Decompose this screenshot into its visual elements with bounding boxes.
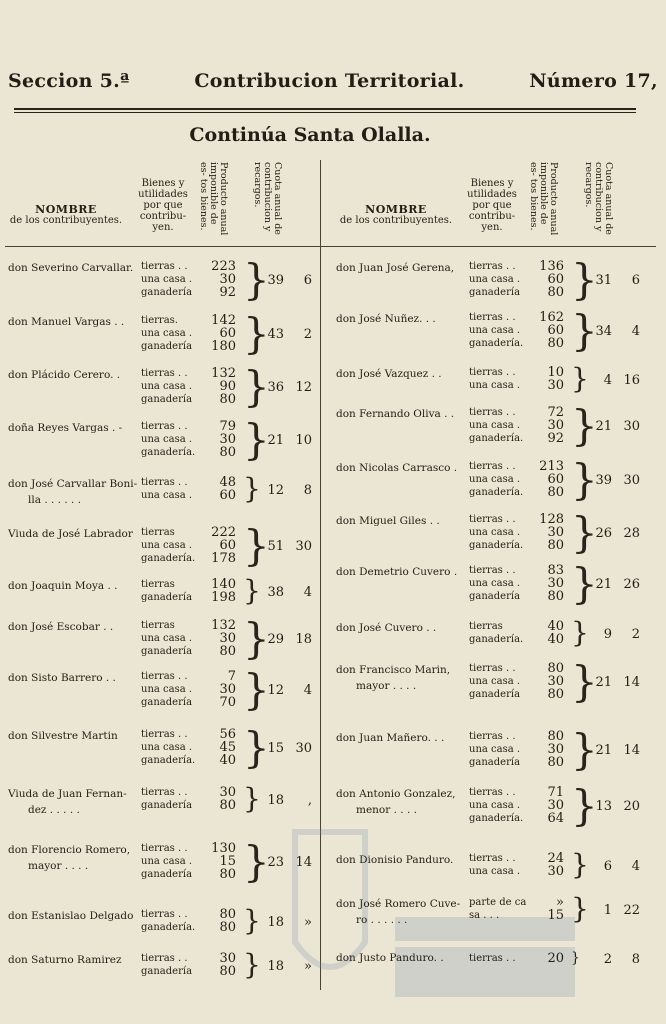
- property-type: ganadería: [141, 341, 193, 352]
- property-value: 60: [547, 323, 564, 338]
- contributor-name: Viuda de Juan Fernan-: [8, 788, 127, 800]
- property-value: 80: [547, 336, 564, 351]
- column-header-cuota-left: Cuota anual de contribucion y recargos.: [252, 162, 283, 235]
- cuota-reales: 21: [595, 419, 612, 434]
- property-type: tierras . .: [141, 261, 188, 272]
- contributor-name: don Joaquin Moya . .: [8, 580, 118, 592]
- property-value: 90: [219, 379, 236, 394]
- property-value: 136: [539, 259, 564, 274]
- brace: }: [243, 309, 270, 358]
- property-type: una casa .: [469, 380, 521, 391]
- property-type: una casa .: [141, 490, 193, 501]
- cuota-maravedis: 20: [623, 799, 640, 814]
- brace: }: [243, 837, 270, 886]
- cuota-maravedis: 22: [623, 902, 640, 918]
- property-type: tierras . .: [469, 367, 516, 378]
- column-header-producto-right: Producto anual imponible de es- tos bienes.: [528, 162, 559, 236]
- cuota-maravedis: »: [304, 914, 312, 930]
- contributor-name: don José Nuñez. . .: [336, 313, 436, 325]
- property-value: 198: [211, 590, 236, 605]
- property-value: 7: [227, 669, 236, 684]
- contributor-name: don Plácido Cerero. .: [8, 369, 121, 381]
- contributor-name-cont: dez . . . . .: [28, 804, 80, 816]
- contributor-name-cont: menor . . . .: [356, 804, 417, 816]
- property-type: una casa .: [141, 540, 193, 551]
- property-value: 72: [547, 405, 564, 420]
- property-type: ganadería.: [469, 634, 524, 645]
- cuota-maravedis: 2: [631, 626, 640, 642]
- property-type: ganadería.: [141, 447, 196, 458]
- contributor-name: don Silvestre Martin: [8, 730, 118, 742]
- header-nombre: NOMBRE: [365, 203, 427, 216]
- property-type: una casa .: [469, 578, 521, 589]
- property-type: una casa .: [469, 866, 521, 877]
- property-type: ganadería: [141, 697, 193, 708]
- property-value: 30: [547, 674, 564, 689]
- property-type: tierras . .: [469, 514, 516, 525]
- cuota-maravedis: 30: [295, 741, 312, 756]
- property-type: ganadería.: [469, 540, 524, 551]
- contributor-name: don Justo Panduro. .: [336, 952, 444, 964]
- property-type: tierras . .: [469, 731, 516, 742]
- property-type: tierras . .: [141, 671, 188, 682]
- cuota-maravedis: 30: [623, 473, 640, 488]
- brace: }: [571, 559, 598, 608]
- property-type: ganadería: [141, 869, 193, 880]
- header-rule: [14, 108, 636, 110]
- property-value: 80: [219, 644, 236, 659]
- cuota-reales: 18: [267, 958, 284, 974]
- cuota-maravedis: 12: [295, 380, 312, 395]
- column-header-bienes-right: Bienes y utilidades por que contribu- yen.: [467, 178, 517, 233]
- property-type: tierras: [469, 621, 503, 632]
- property-type: una casa .: [141, 856, 193, 867]
- property-value: 56: [219, 727, 236, 742]
- property-type: ganadería.: [469, 433, 524, 444]
- page-number: Número 17,: [529, 70, 658, 92]
- property-type: tierras . .: [141, 909, 188, 920]
- property-type: tierras.: [141, 315, 178, 326]
- contributor-name: don Nicolas Carrasco .: [336, 462, 458, 474]
- property-value: 132: [211, 366, 236, 381]
- property-type: tierras . .: [141, 368, 188, 379]
- brace: }: [243, 904, 261, 937]
- brace: }: [243, 255, 270, 304]
- cuota-maravedis: 6: [303, 273, 312, 288]
- contributor-name: don Sisto Barrero . .: [8, 672, 116, 684]
- brace: }: [571, 725, 598, 774]
- cuota-reales: 31: [595, 273, 612, 288]
- property-type: una casa .: [141, 434, 193, 445]
- cuota-maravedis: 4: [631, 858, 640, 874]
- property-type: una casa .: [469, 325, 521, 336]
- contributor-name: don José Escobar . .: [8, 621, 114, 633]
- property-type: tierras . .: [141, 477, 188, 488]
- property-value: 30: [547, 864, 564, 879]
- property-value: 20: [547, 951, 564, 966]
- cuota-reales: 21: [267, 433, 284, 448]
- brace: }: [571, 362, 589, 395]
- property-type: tierras . .: [469, 663, 516, 674]
- property-value: 71: [547, 785, 564, 800]
- contributor-name: don Fernando Oliva . .: [336, 408, 455, 420]
- cuota-reales: 36: [267, 380, 284, 395]
- property-type: una casa .: [469, 800, 521, 811]
- property-value: 80: [547, 661, 564, 676]
- cuota-reales: 15: [267, 741, 284, 756]
- contributor-name-cont: ro . . . . . .: [356, 914, 408, 926]
- property-value: 60: [219, 326, 236, 341]
- cuota-reales: 23: [267, 855, 284, 870]
- property-type: ganadería: [141, 287, 193, 298]
- contributor-name: don Manuel Vargas . .: [8, 316, 125, 328]
- table-header-rule: [5, 246, 656, 247]
- property-type: sa . . .: [469, 910, 500, 921]
- property-type: tierras: [141, 527, 175, 538]
- property-value: 80: [219, 867, 236, 882]
- property-type: ganadería: [141, 646, 193, 657]
- property-value: 60: [219, 538, 236, 553]
- property-value: 180: [211, 339, 236, 354]
- section-label: Seccion 5.ª: [8, 70, 130, 92]
- property-type: ganadería.: [469, 487, 524, 498]
- property-type: tierras . .: [141, 953, 188, 964]
- brace: }: [571, 255, 598, 304]
- property-value: 40: [219, 753, 236, 768]
- contributor-name: don Francisco Marin,: [336, 664, 451, 676]
- column-header-bienes-left: Bienes y utilidades por que contribu- yen.: [138, 178, 188, 233]
- brace: }: [571, 455, 598, 504]
- contributor-name: don José Romero Cuve-: [336, 898, 461, 910]
- property-type: ganadería: [141, 394, 193, 405]
- property-value: 48: [219, 475, 236, 490]
- property-value: 140: [211, 577, 236, 592]
- property-type: tierras . .: [469, 261, 516, 272]
- property-value: 30: [219, 682, 236, 697]
- contributor-name: doña Reyes Vargas . -: [8, 422, 123, 434]
- property-type: una casa .: [469, 527, 521, 538]
- cuota-reales: 26: [595, 526, 612, 541]
- cuota-reales: 2: [603, 952, 612, 967]
- cuota-reales: 18: [267, 914, 284, 930]
- property-value: 60: [547, 272, 564, 287]
- header-contribuyentes: de los contribuyentes.: [339, 215, 453, 226]
- cuota-reales: 13: [595, 799, 612, 814]
- contributor-name: don Saturno Ramirez: [8, 954, 122, 966]
- property-type: tierras . .: [141, 843, 188, 854]
- property-value: 132: [211, 618, 236, 633]
- cuota-reales: 43: [267, 327, 284, 342]
- header-rule-thin: [14, 112, 636, 113]
- property-value: 178: [211, 551, 236, 566]
- cuota-maravedis: 2: [303, 327, 312, 342]
- cuota-maravedis: 28: [623, 526, 640, 541]
- property-type: una casa .: [141, 274, 193, 285]
- property-type: tierras . .: [469, 407, 516, 418]
- property-type: tierras . .: [141, 729, 188, 740]
- column-header-producto-left: Producto anual imponible de es- tos bienes.: [198, 162, 229, 236]
- brace: }: [243, 614, 270, 663]
- contributor-name: don Florencio Romero,: [8, 844, 131, 856]
- property-value: 15: [219, 854, 236, 869]
- property-type: ganadería: [141, 966, 193, 977]
- cuota-maravedis: 26: [623, 577, 640, 592]
- property-value: 30: [547, 798, 564, 813]
- property-type: tierras . .: [469, 312, 516, 323]
- property-value: 142: [211, 313, 236, 328]
- brace: }: [243, 574, 261, 607]
- property-type: tierras: [141, 579, 175, 590]
- property-type: tierras . .: [469, 787, 516, 798]
- property-value: 30: [547, 576, 564, 591]
- brace: }: [571, 657, 598, 706]
- property-type: una casa .: [141, 633, 193, 644]
- cuota-maravedis: »: [304, 958, 312, 974]
- brace: }: [571, 892, 589, 925]
- property-type: tierras: [141, 620, 175, 631]
- property-value: 60: [219, 488, 236, 503]
- cuota-maravedis: 14: [623, 743, 640, 758]
- property-value: 80: [219, 920, 236, 935]
- property-value: 80: [219, 392, 236, 407]
- property-type: tierras . .: [469, 565, 516, 576]
- cuota-reales: 29: [267, 632, 284, 647]
- cuota-maravedis: 4: [303, 683, 312, 698]
- contributor-name-cont: lla . . . . . .: [28, 494, 82, 506]
- property-value: 80: [547, 589, 564, 604]
- property-type: ganadería: [469, 591, 521, 602]
- property-value: 128: [539, 512, 564, 527]
- property-type: ganadería.: [469, 338, 524, 349]
- property-value: 80: [219, 798, 236, 813]
- property-value: 80: [547, 729, 564, 744]
- cuota-reales: 6: [603, 858, 612, 874]
- page-header: [8, 70, 658, 92]
- property-value: 222: [211, 525, 236, 540]
- contributor-name: don Dionisio Panduro.: [336, 854, 454, 866]
- property-type: tierras . .: [469, 853, 516, 864]
- cuota-reales: 39: [267, 273, 284, 288]
- property-type: una casa .: [141, 742, 193, 753]
- contributor-name: don José Cuvero . .: [336, 622, 437, 634]
- brace: }: [571, 848, 589, 881]
- property-type: ganadería.: [141, 755, 196, 766]
- brace: }: [571, 781, 598, 830]
- brace: }: [243, 362, 270, 411]
- cuota-reales: 51: [267, 539, 284, 554]
- property-value: 80: [219, 964, 236, 979]
- contributor-name: don Estanislao Delgado: [8, 910, 134, 922]
- property-value: 79: [219, 419, 236, 434]
- cuota-maravedis: 14: [623, 675, 640, 690]
- property-value: 83: [547, 563, 564, 578]
- cuota-reales: 1: [603, 902, 612, 918]
- property-value: 10: [547, 365, 564, 380]
- contributor-name: don Antonio Gonzalez,: [336, 788, 456, 800]
- cuota-maravedis: 8: [631, 952, 640, 967]
- property-value: 80: [219, 445, 236, 460]
- cuota-reales: 9: [603, 626, 612, 642]
- header-nombre: NOMBRE: [35, 203, 97, 216]
- cuota-reales: 38: [267, 584, 284, 600]
- cuota-reales: 34: [595, 324, 612, 339]
- property-value: 80: [547, 485, 564, 500]
- property-value: 80: [547, 755, 564, 770]
- brace: }: [571, 508, 598, 557]
- contributor-name-cont: mayor . . . .: [28, 860, 89, 872]
- property-type: parte de ca: [469, 897, 527, 908]
- property-value: 30: [547, 742, 564, 757]
- property-value: 92: [547, 431, 564, 446]
- column-header-name-right: [336, 204, 456, 226]
- cuota-reales: 21: [595, 743, 612, 758]
- property-value: 213: [539, 459, 564, 474]
- property-value: 223: [211, 259, 236, 274]
- property-type: una casa .: [469, 744, 521, 755]
- property-value: 30: [219, 631, 236, 646]
- property-type: una casa .: [141, 381, 193, 392]
- property-type: ganadería.: [141, 922, 196, 933]
- property-type: ganadería: [469, 689, 521, 700]
- property-value: 40: [547, 632, 564, 647]
- brace: }: [243, 415, 270, 464]
- contributor-name: don José Carvallar Boni-: [8, 478, 138, 490]
- property-type: una casa .: [469, 474, 521, 485]
- property-type: ganadería.: [141, 553, 196, 564]
- cuota-maravedis: 6: [631, 273, 640, 288]
- brace: }: [243, 665, 270, 714]
- cuota-reales: 12: [267, 482, 284, 498]
- property-value: 30: [219, 785, 236, 800]
- cuota-maravedis: 18: [295, 632, 312, 647]
- column-header-cuota-right: Cuota anual de contribucion y recargos.: [583, 162, 614, 235]
- brace: }: [571, 950, 580, 966]
- property-type: ganadería: [141, 800, 193, 811]
- property-value: 30: [219, 272, 236, 287]
- contributor-name: don José Vazquez . .: [336, 368, 442, 380]
- cuota-maravedis: 30: [623, 419, 640, 434]
- property-type: ganadería: [469, 757, 521, 768]
- cuota-maravedis: 10: [295, 433, 312, 448]
- cuota-reales: 21: [595, 675, 612, 690]
- property-type: tierras . .: [469, 953, 516, 964]
- property-value: 80: [547, 687, 564, 702]
- property-value: 40: [547, 619, 564, 634]
- property-type: ganadería: [141, 592, 193, 603]
- property-type: una casa .: [141, 328, 193, 339]
- property-type: tierras . .: [469, 461, 516, 472]
- property-value: 162: [539, 310, 564, 325]
- cuota-maravedis: 4: [303, 584, 312, 600]
- cuota-maravedis: 4: [631, 324, 640, 339]
- cuota-reales: 18: [267, 792, 284, 808]
- cuota-maravedis: 16: [623, 372, 640, 388]
- property-value: 30: [547, 378, 564, 393]
- property-value: 80: [547, 538, 564, 553]
- brace: }: [243, 723, 270, 772]
- contributor-name: don Miguel Giles . .: [336, 515, 440, 527]
- brace: }: [571, 616, 589, 649]
- property-type: ganadería: [469, 287, 521, 298]
- brace: }: [243, 472, 261, 505]
- header-title: Contribucion Territorial.: [194, 70, 465, 92]
- cuota-reales: 12: [267, 683, 284, 698]
- brace: }: [243, 782, 261, 815]
- cuota-reales: 21: [595, 577, 612, 592]
- property-type: una casa .: [141, 684, 193, 695]
- contributor-name: don Juan José Gerena,: [336, 262, 455, 274]
- property-type: tierras . .: [141, 787, 188, 798]
- property-value: 60: [547, 472, 564, 487]
- contributor-name: don Juan Mañero. . .: [336, 732, 445, 744]
- header-contribuyentes: de los contribuyentes.: [9, 215, 123, 226]
- property-value: 30: [547, 418, 564, 433]
- property-value: 45: [219, 740, 236, 755]
- brace: }: [571, 306, 598, 355]
- property-type: una casa .: [469, 676, 521, 687]
- property-value: 24: [547, 851, 564, 866]
- property-type: una casa .: [469, 274, 521, 285]
- property-type: tierras . .: [141, 421, 188, 432]
- property-value: 64: [547, 811, 564, 826]
- property-value: 30: [547, 525, 564, 540]
- property-value: »: [556, 895, 564, 910]
- brace: }: [571, 401, 598, 450]
- property-type: ganadería.: [469, 813, 524, 824]
- cuota-reales: 4: [603, 372, 612, 388]
- page-subtitle: Continúa Santa Olalla.: [189, 124, 431, 146]
- property-value: 92: [219, 285, 236, 300]
- contributor-name: don Demetrio Cuvero .: [336, 566, 458, 578]
- contributor-name-cont: mayor . . . .: [356, 680, 417, 692]
- cuota-maravedis: 8: [303, 482, 312, 498]
- property-value: 30: [219, 951, 236, 966]
- cuota-maravedis: 30: [295, 539, 312, 554]
- property-value: 70: [219, 695, 236, 710]
- property-value: 80: [547, 285, 564, 300]
- property-value: 80: [219, 907, 236, 922]
- property-value: 30: [219, 432, 236, 447]
- contributor-name: Viuda de José Labrador: [8, 528, 133, 540]
- property-type: una casa .: [469, 420, 521, 431]
- property-value: 15: [547, 908, 564, 923]
- brace: }: [243, 521, 270, 570]
- cuota-maravedis: 14: [295, 855, 312, 870]
- property-value: 130: [211, 841, 236, 856]
- column-header-name-left: [6, 204, 126, 226]
- contributor-name: don Severino Carvallar.: [8, 262, 134, 274]
- cuota-maravedis: ,: [307, 792, 312, 808]
- brace: }: [243, 948, 261, 981]
- cuota-reales: 39: [595, 473, 612, 488]
